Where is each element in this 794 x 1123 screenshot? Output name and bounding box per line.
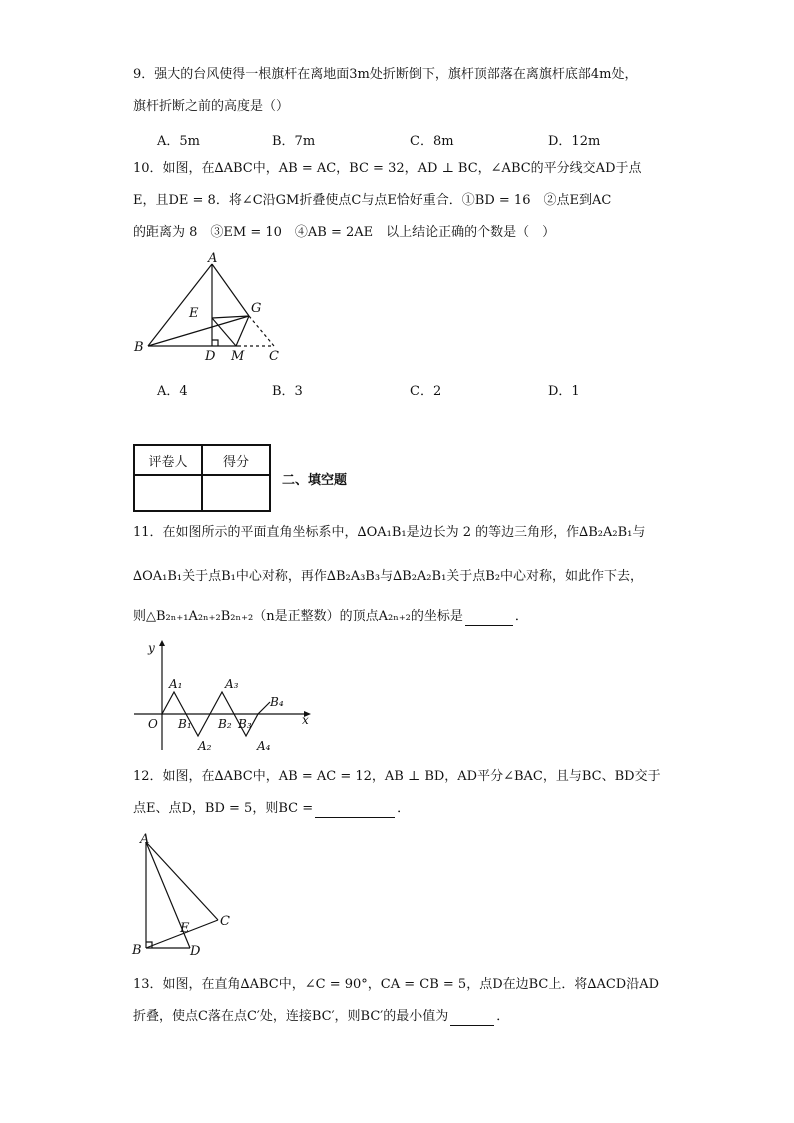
label-c: C — [220, 914, 230, 929]
section-title: 二、填空题 — [282, 473, 348, 488]
q9-option-d: D．12m — [548, 134, 601, 149]
label-b: B — [134, 340, 144, 355]
q10-option-b: B．3 — [272, 384, 303, 399]
label-g: G — [251, 301, 262, 316]
q9-option-c: C．8m — [410, 134, 454, 149]
label-a1: A₁ — [169, 677, 183, 691]
q10-line1: 10．如图，在∆ABC中，AB = AC，BC = 32，AD ⊥ BC，∠ABC的平分线交AD于点 — [133, 161, 642, 176]
label-o: O — [148, 717, 158, 731]
q12-line2-end: ． — [397, 801, 411, 816]
label-a3: A₃ — [225, 677, 239, 691]
score-table-grader-header: 评卷人 — [134, 445, 202, 475]
q10-line2: E，且DE = 8．将∠C沿GM折叠使点C与点E恰好重合．①BD = 16 ②点E到AC — [133, 193, 612, 208]
q13-answer-blank[interactable] — [450, 1025, 494, 1026]
label-x: x — [302, 713, 309, 727]
q12-figure — [128, 828, 248, 960]
q13-line1: 13．如图，在直角∆ABC中，∠C = 90°，CA = CB = 5，点D在边BC上．将∆ACD沿AD — [133, 977, 660, 992]
segment-gc-dashed — [249, 316, 274, 346]
q11-line3 — [133, 608, 528, 626]
label-c: C — [269, 349, 279, 364]
label-a2: A₂ — [198, 739, 212, 753]
q11-line2: ∆OA₁B₁关于点B₁中心对称，再作∆B₂A₃B₃与∆B₂A₂B₁关于点B₂中心对称，如此作下去， — [133, 569, 644, 584]
score-table-grader-cell — [134, 475, 202, 511]
label-d: D — [190, 944, 201, 959]
q12-line2-text: 点E、点D，BD = 5，则BC = — [133, 801, 314, 816]
label-a: A — [140, 832, 150, 847]
q11-line3-end: ． — [514, 609, 528, 624]
q13-line2-end: ． — [496, 1009, 510, 1024]
label-b2: B₂ — [218, 717, 232, 731]
segment-mg — [236, 316, 249, 346]
label-e: E — [189, 306, 199, 321]
q11-answer-blank[interactable] — [465, 625, 513, 626]
q13-line2-text: 折叠，使点C落在点C′处，连接BC′，则BC′的最小值为 — [133, 1009, 449, 1024]
q9-option-b: B．7m — [272, 134, 316, 149]
segment-bg — [148, 316, 249, 346]
q10-figure — [130, 250, 290, 368]
label-a: A — [208, 251, 218, 266]
q12-line2 — [133, 800, 410, 818]
q9-line2: 旗杆折断之前的高度是（） — [133, 99, 290, 114]
score-table-score-header: 得分 — [202, 445, 270, 475]
label-b1: B₁ — [178, 717, 192, 731]
score-table — [133, 444, 271, 512]
q9-line1: 9．强大的台风使得一根旗杆在离地面3m处折断倒下，旗杆顶部落在离旗杆底部4m处， — [133, 67, 638, 82]
segment-ac — [146, 842, 218, 920]
q11-figure — [128, 640, 318, 756]
segment-ag — [212, 264, 249, 316]
q12-answer-blank[interactable] — [315, 817, 395, 818]
q12-line1: 12．如图，在∆ABC中，AB = AC = 12，AB ⊥ BD，AD平分∠BAC，且与BC、BD交于 — [133, 769, 661, 784]
y-axis-arrow — [159, 640, 165, 646]
right-angle-mark — [212, 340, 218, 346]
q10-option-c: C．2 — [410, 384, 442, 399]
q10-option-d: D．1 — [548, 384, 580, 399]
q11-line1: 11．在如图所示的平面直角坐标系中，∆OA₁B₁是边长为 2 的等边三角形，作∆B₂A₂B₁与 — [133, 525, 646, 540]
segment-em — [212, 318, 236, 346]
segment-ab — [148, 264, 212, 346]
label-a4: A₄ — [257, 739, 271, 753]
label-b3: B₃ — [238, 717, 252, 731]
label-b4: B₄ — [270, 695, 284, 709]
label-b: B — [132, 943, 142, 958]
q10-line3: 的距离为 8 ③EM = 10 ④AB = 2AE 以上结论正确的个数是（ ） — [133, 225, 556, 240]
score-table-score-cell — [202, 475, 270, 511]
q10-option-a: A．4 — [157, 384, 188, 399]
label-e: E — [180, 921, 190, 936]
q9-option-a: A．5m — [157, 134, 200, 149]
label-d: D — [205, 349, 216, 364]
label-m: M — [231, 349, 245, 364]
q13-line2 — [133, 1008, 509, 1026]
label-y: y — [148, 641, 155, 655]
q11-line3-text: 则△B₂ₙ₊₁A₂ₙ₊₂B₂ₙ₊₂（n是正整数）的顶点A₂ₙ₊₂的坐标是 — [133, 609, 463, 624]
